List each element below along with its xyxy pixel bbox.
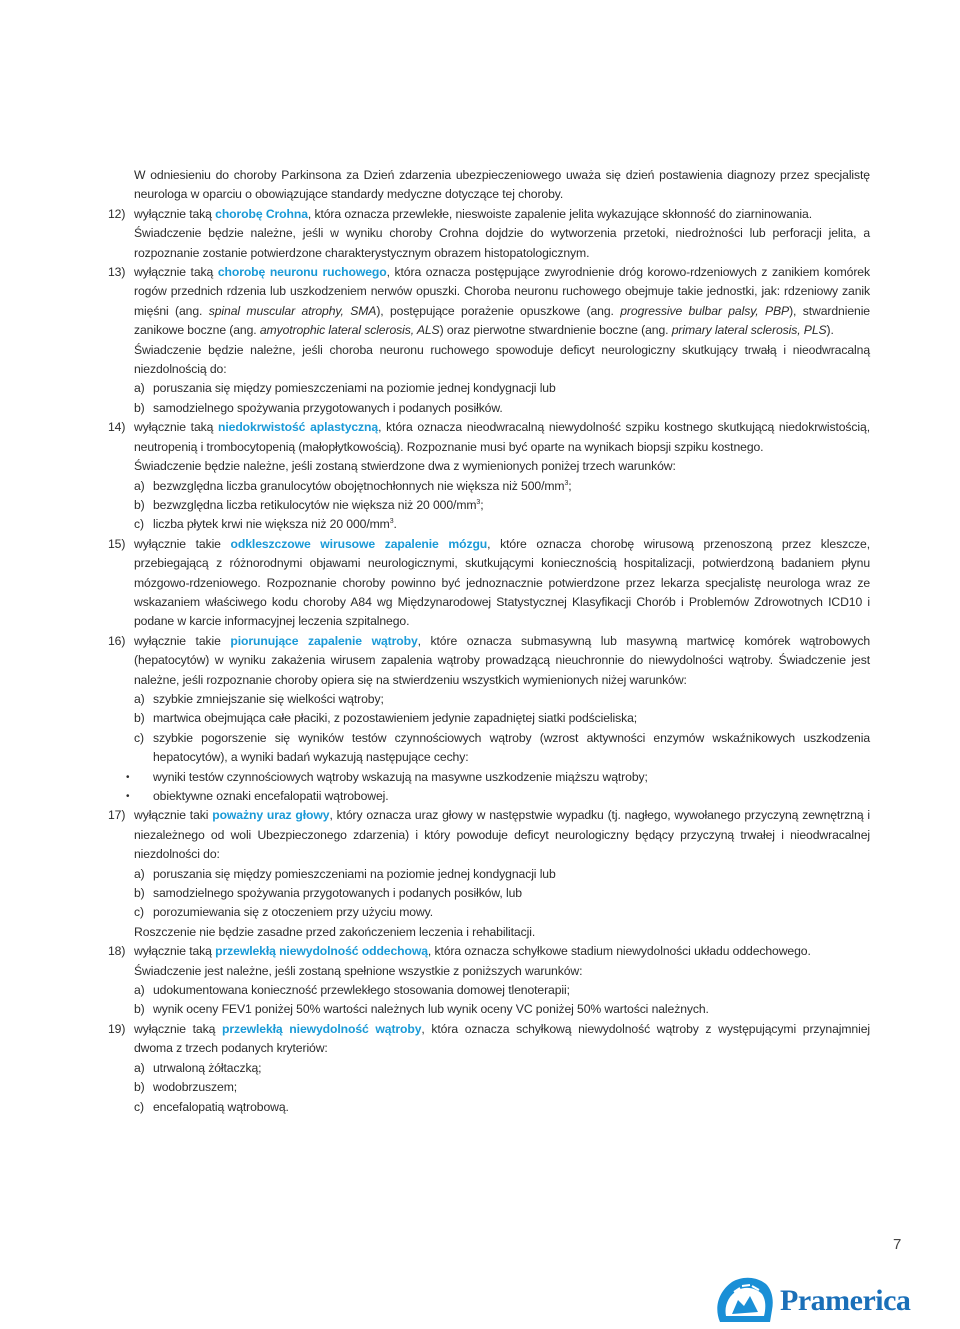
highlighted-term: przewlekłą niewydolność wątroby (221, 1021, 422, 1036)
highlighted-term: chorobę neuronu ruchowego (217, 265, 387, 280)
highlighted-term: piorunujące zapalenie wątroby (230, 633, 418, 648)
pramerica-logo (712, 1272, 940, 1324)
list-item-14: 14) wyłącznie taką niedokrwistość aplastyczną, która oznacza nieodwracalną niewydolność szpiku kostnego skutkującą niedokrwistością, neutropenią i trombocytopenią (małopłytkowością). Rozpoznanie musi być oparte na wynikach biopsji szpiku kostnego. (108, 420, 870, 454)
sub-item: c) encefalopatią wątrobową. (134, 1099, 289, 1114)
item-number: 15) (108, 536, 126, 551)
sub-item: c) liczba płytek krwi nie większa niż 20 $000/mm^3$. (134, 517, 397, 532)
list-item-19: 19) wyłącznie taką przewlekłą niewydolność wątroby, która oznacza schyłkową niewydolność wątroby z występującymi przynajmniej dwoma z trzech podanych kryteriów: (108, 1021, 870, 1056)
list-item-13: 13) wyłącznie taką chorobę neuronu ruchowego, która oznacza postępujące zwyrodnienie dróg korowo-rdzeniowych z zanikiem komórek rogów przednich rdzenia lub uszkodzeniem nerwów opuszki. Choroba neuronu ruchowego obejmuje takie jednostki, jak: rdzeniowy zanik mięśni (ang. spinal muscular atrophy, SMA), postępujące porażenie opuszkowe (ang. progressive bulbar palsy, PBP), stwardnienie zanikowe boczne (ang. amyotrophic lateral sclerosis, ALS) oraz pierwotne stwardnienie boczne (ang. primary lateral sclerosis, PLS). (108, 265, 870, 338)
highlighted-term: odkleszczowe wirusowe zapalenie mózgu (230, 536, 488, 551)
bullet-item: • wyniki testów czynnościowych wątroby wskazują na masywne uszkodzenie miąższu wątroby; (108, 768, 870, 787)
sub-item: a) bezwzględna liczba granulocytów obojętnochłonnych nie większa niż $500/mm^3$; (134, 478, 572, 493)
item-number: 12) (108, 206, 126, 221)
item-number: 18) (108, 944, 126, 959)
item-14-condition: Świadczenie będzie należne, jeśli zostaną stwierdzone dwa z wymienionych poniżej trzech warunków: (134, 459, 676, 474)
item-number: 19) (108, 1021, 126, 1036)
page-number: 7 (893, 1236, 902, 1253)
sub-item: b) samodzielnego spożywania przygotowanych i podanych posiłków, lub (134, 886, 522, 901)
sub-item: a) udokumentowana konieczność przewlekłego stosowania domowej tlenoterapii; (134, 983, 570, 998)
item-18-condition: Świadczenie jest należne, jeśli zostaną spełnione wszystkie z poniższych warunków: (134, 963, 583, 978)
item-number: 13) (108, 265, 126, 280)
document-body (108, 166, 870, 1117)
list-item-17: 17) wyłącznie taki poważny uraz głowy, który oznacza uraz głowy w następstwie wypadku (tj. nagłego, wywołanego przyczyną zewnętrzną i niezależnego od woli Ubezpieczonego zdarzenia) i który powoduje deficyt neurologiczny będący przyczyną trwałej i nieodwracalnej niezdolności do: (108, 808, 870, 862)
sub-item: b) samodzielnego spożywania przygotowanych i podanych posiłków. (134, 400, 503, 415)
rock-emblem-icon (712, 1272, 778, 1324)
item-number: 14) (108, 420, 126, 435)
item-13-condition: Świadczenie będzie należne, jeśli choroba neuronu ruchowego spowoduje deficyt neurologiczny skutkujący trwałą i nieodwracalną niezdolnością do: (134, 342, 870, 377)
sub-item: c) szybkie pogorszenie się wyników testów czynnościowych wątroby (wzrost aktywności enzymów wskaźnikowych uszkodzenia hepatocytów), a wyniki badań wykazują następujące cechy: (134, 730, 870, 765)
sub-item: b) wodobrzuszem; (134, 1080, 238, 1095)
list-item-16: 16) wyłącznie takie piorunujące zapalenie wątroby, które oznacza submasywną lub masywną martwicę komórek wątrobowych (hepatocytów) w wyniku zakażenia wirusem zapalenia wątroby prowadzącą nieuchronnie do niewydolności wątroby. Świadczenie jest należne, jeśli rozpoznanie choroby opiera się na stwierdzeniu wszystkich wymienionych niżej warunków: (108, 633, 871, 687)
bullet-icon: • (126, 791, 130, 802)
bullet-icon: • (126, 771, 130, 783)
highlighted-term: niedokrwistość aplastyczną (218, 420, 379, 435)
bullet-item: • obiektywne oznaki encefalopatii wątrobowej. (108, 787, 870, 806)
item-number: 17) (108, 808, 126, 823)
list-item-18: 18) wyłącznie taką przewlekłą niewydolność oddechową, która oznacza schyłkowe stadium niewydolności układu oddechowego. (108, 942, 870, 961)
intro-paragraph: W odniesieniu do choroby Parkinsona za Dzień zdarzenia ubezpieczeniowego uważa się dzień postawienia diagnozy przez specjalistę neurologa w oparciu o obowiązujące standardy medyczne dotyczące tej choroby. (134, 168, 870, 202)
item-17-note: Roszczenie nie będzie zasadne przed zakończeniem leczenia i rehabilitacji. (134, 924, 536, 939)
item-number: 16) (108, 633, 126, 648)
highlighted-term: poważny uraz głowy (212, 808, 330, 823)
sub-item: a) utrwaloną żółtaczką; (134, 1060, 262, 1075)
sub-item: b) bezwzględna liczba retikulocytów nie większa niż 20 $000/mm^3$; (134, 497, 484, 512)
sub-item: a) poruszania się między pomieszczeniami na poziomie jednej kondygnacji lub (134, 381, 556, 396)
logo-wordmark: Pramerica (780, 1284, 911, 1317)
highlighted-term: przewlekłą niewydolność oddechową (215, 944, 428, 959)
sub-item: a) poruszania się między pomieszczeniami na poziomie jednej kondygnacji lub (134, 866, 556, 881)
list-item-12: 12) wyłącznie taką chorobę Crohna, która oznacza przewlekłe, nieswoiste zapalenie jelita wykazujące skłonność do ziarninowania. (108, 205, 870, 224)
list-item-15: 15) wyłącznie takie odkleszczowe wirusowe zapalenie mózgu, które oznacza chorobę wirusową przenoszoną przez kleszcze, przebiegającą z różnorodnymi objawami neurologicznymi, skutkującymi koniecznością hospitalizacji, potwierdzoną badaniem płynu mózgowo-rdzeniowego. Rozpoznanie choroby powinno być jednoznacznie potwierdzone przez lekarza specjalistę neurologa wraz ze wskazaniem właściwego kodu choroby A84 wg Międzynarodowej Statystycznej Klasyfikacji Chorób i Problemów Zdrowotnych ICD10 i podane w karcie informacyjnej leczenia szpitalnego. (108, 536, 871, 629)
highlighted-term: chorobę Crohna (215, 206, 308, 221)
sub-item: c) porozumiewania się z otoczeniem przy użyciu mowy. (134, 905, 434, 920)
item-12-condition: Świadczenie będzie należne, jeśli w wyniku choroby Crohna dojdzie do wytworzenia przetoki, niedrożności lub perforacji jelita, a rozpoznanie zostanie potwierdzone charakterystycznym obrazem histopatologicznym. (134, 226, 870, 260)
sub-item: b) wynik oceny FEV1 poniżej 50% wartości należnych lub wynik oceny VC poniżej 50% wartości należnych. (134, 1002, 709, 1017)
sub-item: b) martwica obejmująca całe płaciki, z pozostawieniem jedynie zapadniętej siatki podścieliska; (134, 711, 638, 726)
sub-item: a) szybkie zmniejszanie się wielkości wątroby; (134, 691, 384, 706)
